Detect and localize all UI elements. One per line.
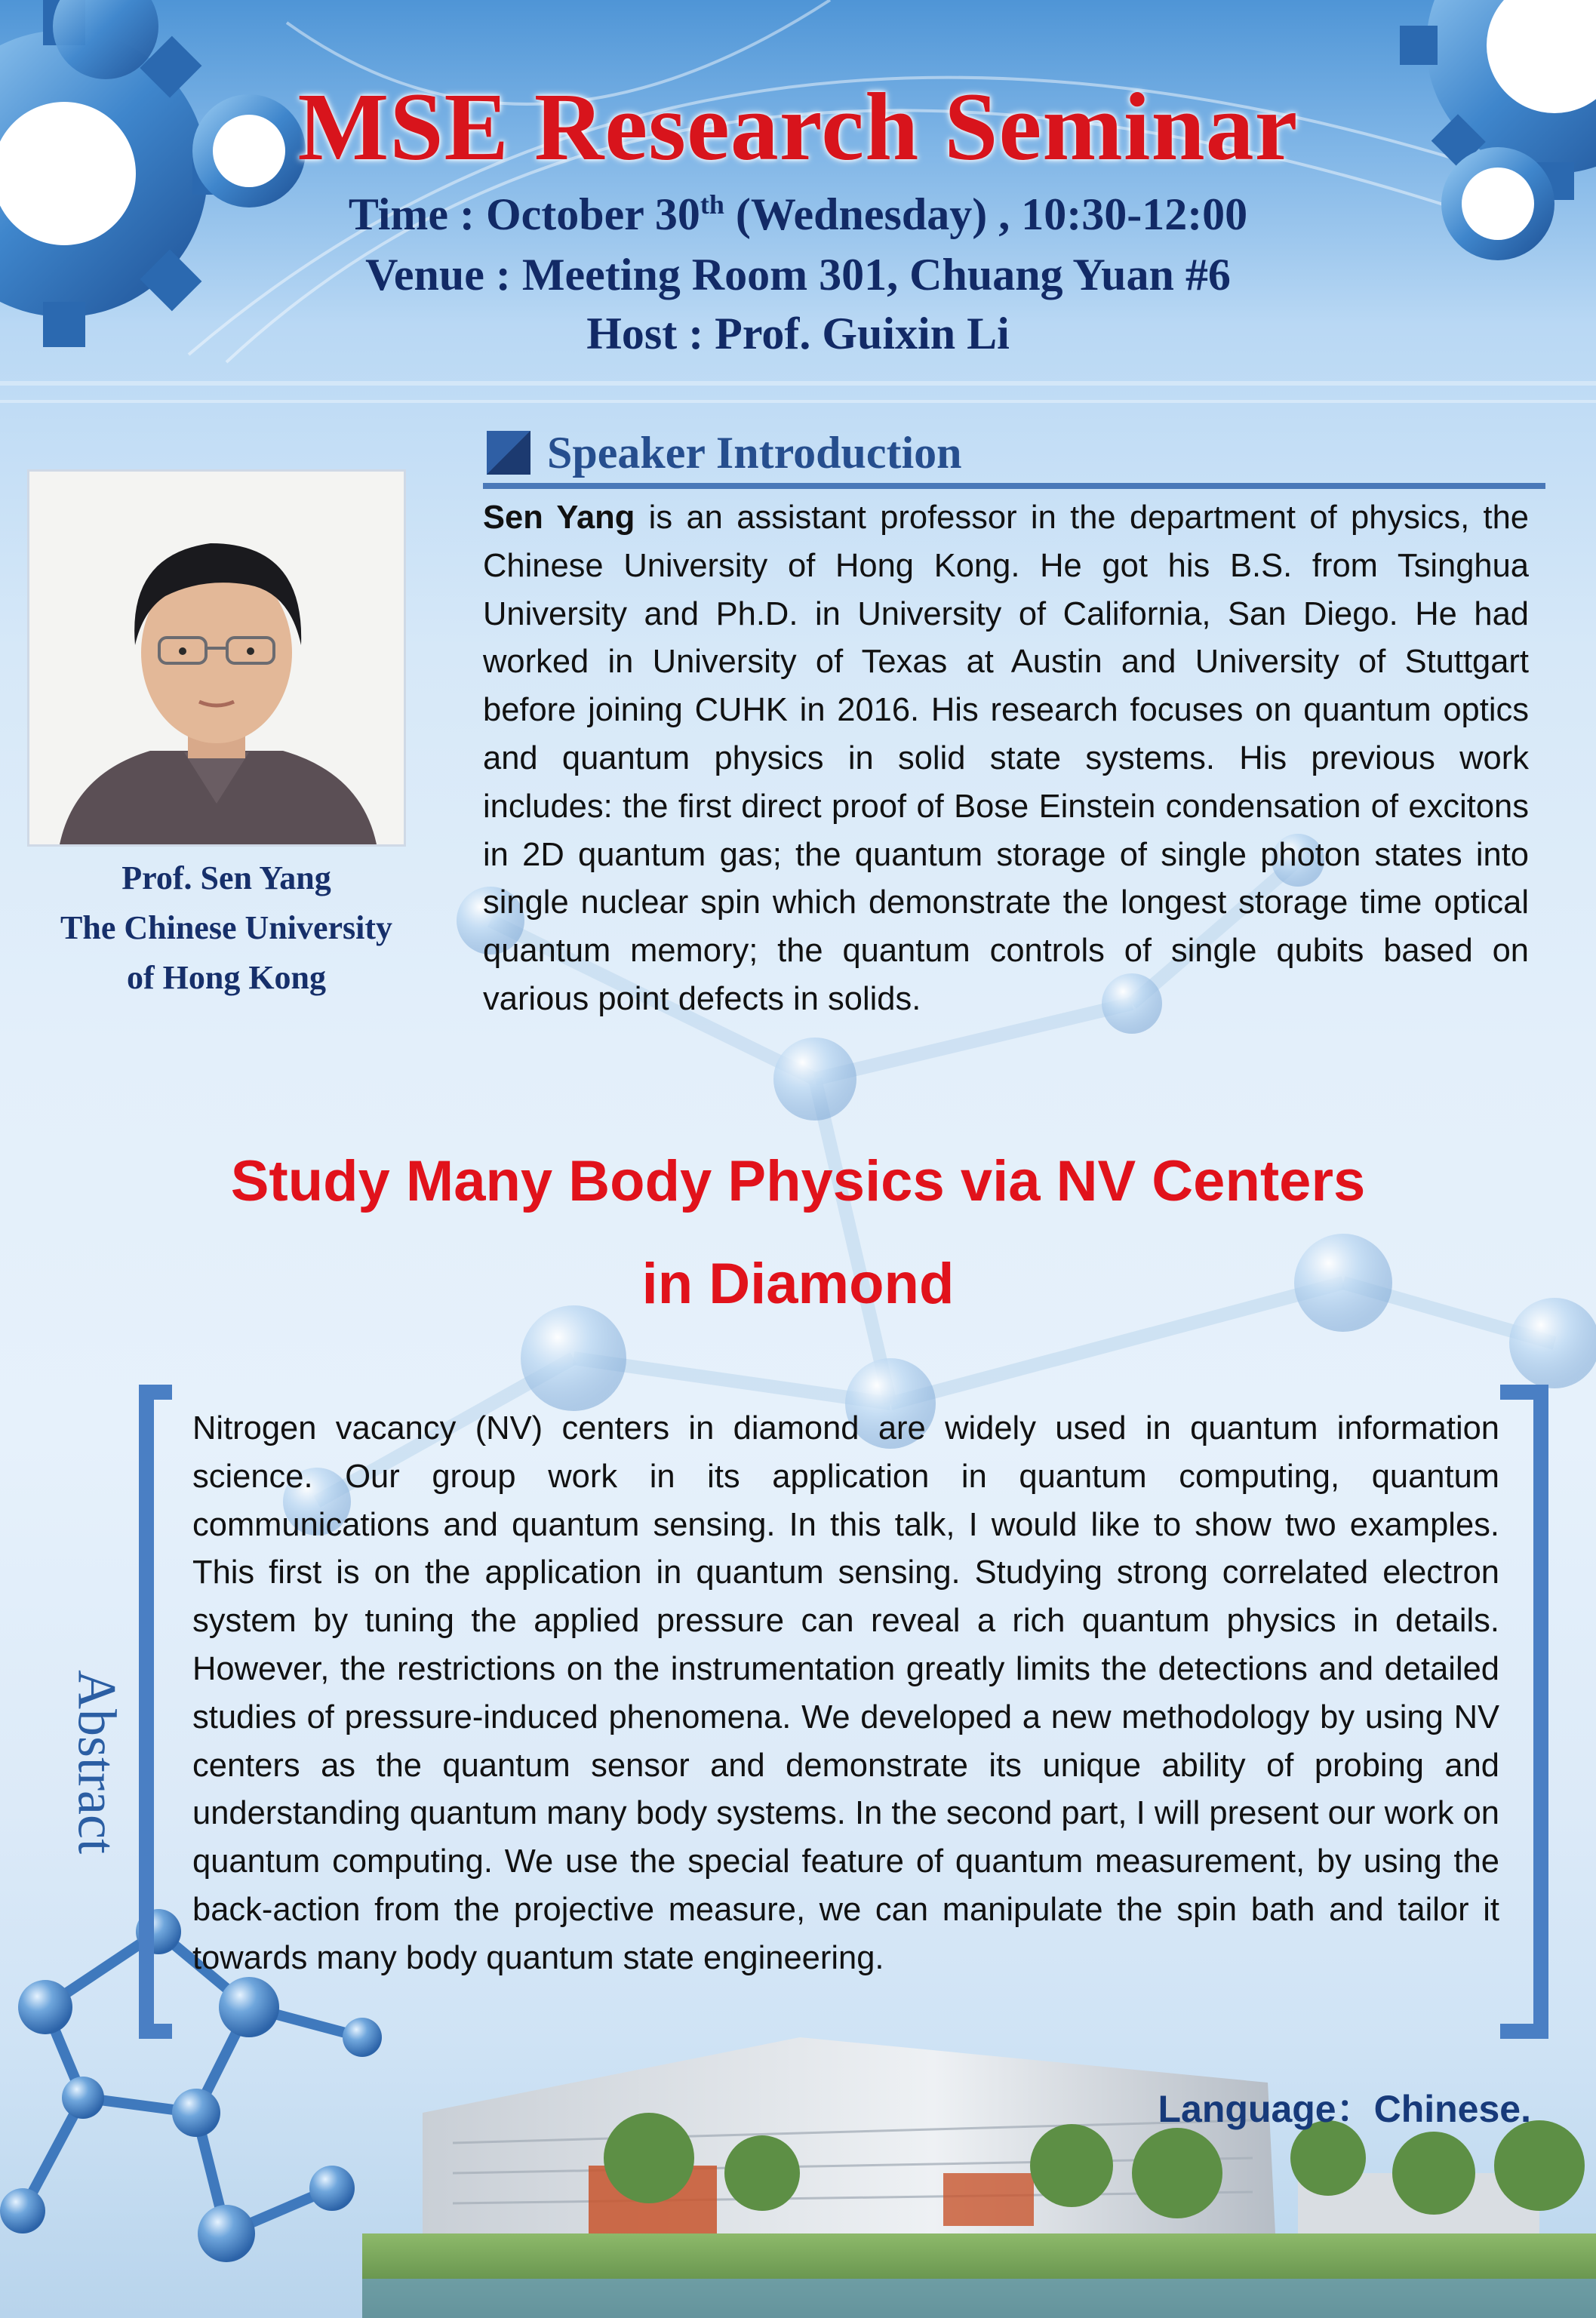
seminar-host: Host : Prof. Guixin Li — [586, 309, 1010, 358]
speaker-section-heading — [487, 423, 962, 483]
speaker-photo — [27, 469, 406, 847]
seminar-time — [0, 189, 1596, 241]
speaker-section-title: Speaker Introduction — [547, 427, 962, 478]
time-suffix: (Wednesday) , 10:30-12:00 — [724, 189, 1248, 239]
bio-speaker-name: Sen Yang — [483, 500, 635, 536]
talk-title-line1: Study Many Body Physics via NV Centers — [230, 1149, 1366, 1213]
time-prefix: Time : October 30 — [348, 189, 700, 239]
abstract-text: Nitrogen vacancy (NV) centers in diamond are widely used in quantum information science. Our group work in its application in quantum computing, quantum communications and quantum sensing. In this talk, I would like to show two examples. This first is on the application in quantum sensing. Studying strong correlated electron system by tuning the applied pressure can reveal a rich quantum physics in details. However, the restrictions on the instrumentation greatly limits the detections and detailed studies of pressure-induced phenomena. We developed a new methodology by using NV centers as the quantum sensor and demonstrate its unique ability of probing and understanding quantum many body systems. In the second part, I will present our work on quantum computing. We use the special feature of quantum measurement, by using the back-action from the projective measure, we can manipulate the spin bath and tailor it towards many body quantum state engineering. — [192, 1410, 1499, 1976]
left-bracket — [139, 1385, 172, 2039]
seminar-venue: Venue : Meeting Room 301, Chuang Yuan #6 — [365, 250, 1231, 300]
abstract-label-text: Abstract — [66, 1670, 128, 1854]
talk-title-line2: in Diamond — [641, 1252, 955, 1316]
time-sup: th — [700, 189, 724, 220]
speaker-affiliation-line1: The Chinese University — [60, 909, 392, 946]
section-divider — [483, 483, 1545, 489]
seminar-title: MSE Research Seminar — [297, 73, 1299, 180]
language-note: Language：Chinese. — [1158, 2088, 1531, 2130]
speaker-affiliation-line2: of Hong Kong — [126, 959, 327, 996]
right-bracket — [1500, 1385, 1548, 2039]
speaker-bio — [483, 494, 1529, 1024]
speaker-name-caption: Prof. Sen Yang — [121, 859, 331, 896]
square-bullet-icon — [487, 431, 530, 475]
bio-text: is an assistant professor in the department of physics, the Chinese University of Hong Kong. He got his B.S. from Tsinghua University and Ph.D. in University of California, San Diego. He had worked in University of Texas at Austin and University of Stuttgart before joining CUHK in 2016. His research focuses on quantum optics and quantum physics in solid state systems. His previous work includes: the first direct proof of Bose Einstein condensation of excitons in 2D quantum gas; the quantum storage of single photon states into single nuclear spin which demonstrate the longest storage time optical quantum memory; the quantum controls of single qubits based on various point defects in solids. — [483, 500, 1529, 1017]
